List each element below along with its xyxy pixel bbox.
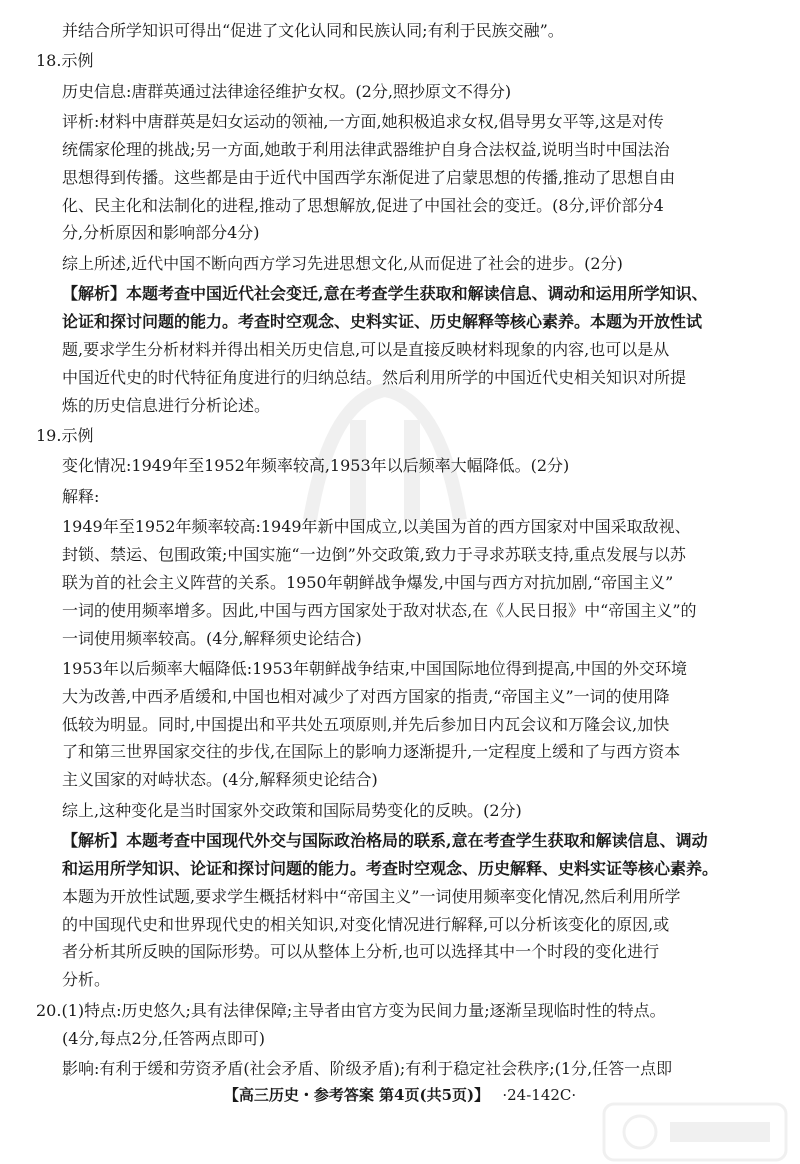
text-line: 历史信息:唐群英通过法律途径维护女权。(2分,照抄原文不得分) <box>62 82 512 101</box>
text-line: 联为首的社会主义阵营的关系。1950年朝鲜战争爆发,中国与西方对抗加剧,“帝国主义” <box>62 573 674 592</box>
text-line: 19.示例 <box>36 426 94 445</box>
text-line: 统儒家伦理的挑战;另一方面,她敢于利用法律武器维护自身合法权益,说明当时中国法治 <box>62 140 670 159</box>
text-line: 一词使用频率较高。(4分,解释须史论结合) <box>62 629 362 648</box>
text-line: 20.(1)特点:历史悠久;具有法律保障;主导者由官方变为民间力量;逐渐呈现临时性的特点。 <box>36 1001 666 1020</box>
text-line: 18.示例 <box>36 51 94 70</box>
text-line: 综上所述,近代中国不断向西方学习先进思想文化,从而促进了社会的进步。(2分) <box>62 254 623 273</box>
text-line: 大为改善,中西矛盾缓和,中国也相对减少了对西方国家的指责,“帝国主义”一词的使用降 <box>62 687 670 706</box>
text-line: 变化情况:1949年至1952年频率较高,1953年以后频率大幅降低。(2分) <box>62 456 570 475</box>
text-line: 【解析】本题考查中国近代社会变迁,意在考查学生获取和解读信息、调动和运用所学知识、 <box>62 284 708 303</box>
text-line: (4分,每点2分,任答两点即可) <box>62 1029 266 1048</box>
text-line: 1953年以后频率大幅降低:1953年朝鲜战争结束,中国国际地位得到提高,中国的外交环境 <box>62 659 688 678</box>
text-line: 思想得到传播。这些都是由于近代中国西学东渐促进了启蒙思想的传播,推动了思想自由 <box>62 168 676 187</box>
text-line: 分,分析原因和影响部分4分) <box>62 223 260 242</box>
text-line: 综上,这种变化是当时国家外交政策和国际局势变化的反映。(2分) <box>62 801 522 820</box>
text-line: 论证和探讨问题的能力。考查时空观念、史料实证、历史解释等核心素养。本题为开放性试 <box>62 312 703 331</box>
text-line: 中国近代史的时代特征角度进行的归纳总结。然后利用所学的中国近代史相关知识对所提 <box>62 368 687 387</box>
footer-code: ·24-142C· <box>502 1086 577 1104</box>
text-line: 本题为开放性试题,要求学生概括材料中“帝国主义”一词使用频率变化情况,然后利用所学 <box>62 887 681 906</box>
text-line: 一词的使用频率增多。因此,中国与西方国家处于敌对状态,在《人民日报》中“帝国主义”的 <box>62 601 697 620</box>
text-line: 封锁、禁运、包围政策;中国实施“一边倒”外交政策,致力于寻求苏联支持,重点发展与以苏 <box>62 545 686 564</box>
text-line: 分析。 <box>62 970 111 989</box>
text-line: 化、民主化和法制化的进程,推动了思想解放,促进了中国社会的变迁。(8分,评价部分4 <box>62 196 664 215</box>
text-line: 1949年至1952年频率较高:1949年新中国成立,以美国为首的西方国家对中国采取敌视、 <box>62 517 691 536</box>
text-line: 题,要求学生分析材料并得出相关历史信息,可以是直接反映材料现象的内容,也可以是从 <box>62 340 670 359</box>
text-line: 评析:材料中唐群英是妇女运动的领袖,一方面,她积极追求女权,倡导男女平等,这是对传 <box>62 112 664 131</box>
text-line: 了和第三世界国家交往的步伐,在国际上的影响力逐渐提升,一定程度上缓和了与西方资本 <box>62 742 681 761</box>
text-line: 炼的历史信息进行分析论述。 <box>62 396 271 415</box>
text-line: 的中国现代史和世界现代史的相关知识,对变化情况进行解释,可以分析该变化的原因,或 <box>62 915 670 934</box>
text-line: 并结合所学知识可得出“促进了文化认同和民族认同;有利于民族交融”。 <box>62 21 564 40</box>
text-line: 解释: <box>62 487 100 506</box>
text-line: 者分析其所反映的国际形势。可以从整体上分析,也可以选择其中一个时段的变化进行 <box>62 942 660 961</box>
site-watermark-icon <box>600 1100 790 1164</box>
text-line: 低较为明显。同时,中国提出和平共处五项原则,并先后参加日内瓦会议和万隆会议,加快 <box>62 715 670 734</box>
footer-label: 【高三历史・参考答案 第4页(共5页)】 <box>223 1086 490 1104</box>
text-line: 和运用所学知识、论证和探讨问题的能力。考查时空观念、历史解释、史料实证等核心素养。 <box>62 859 719 878</box>
text-line: 【解析】本题考查中国现代外交与国际政治格局的联系,意在考查学生获取和解读信息、调动 <box>62 831 708 850</box>
text-line: 影响:有利于缓和劳资矛盾(社会矛盾、阶级矛盾);有利于稳定社会秩序;(1分,任答一点即 <box>62 1059 673 1078</box>
text-line: 主义国家的对峙状态。(4分,解释须史论结合) <box>62 770 378 789</box>
